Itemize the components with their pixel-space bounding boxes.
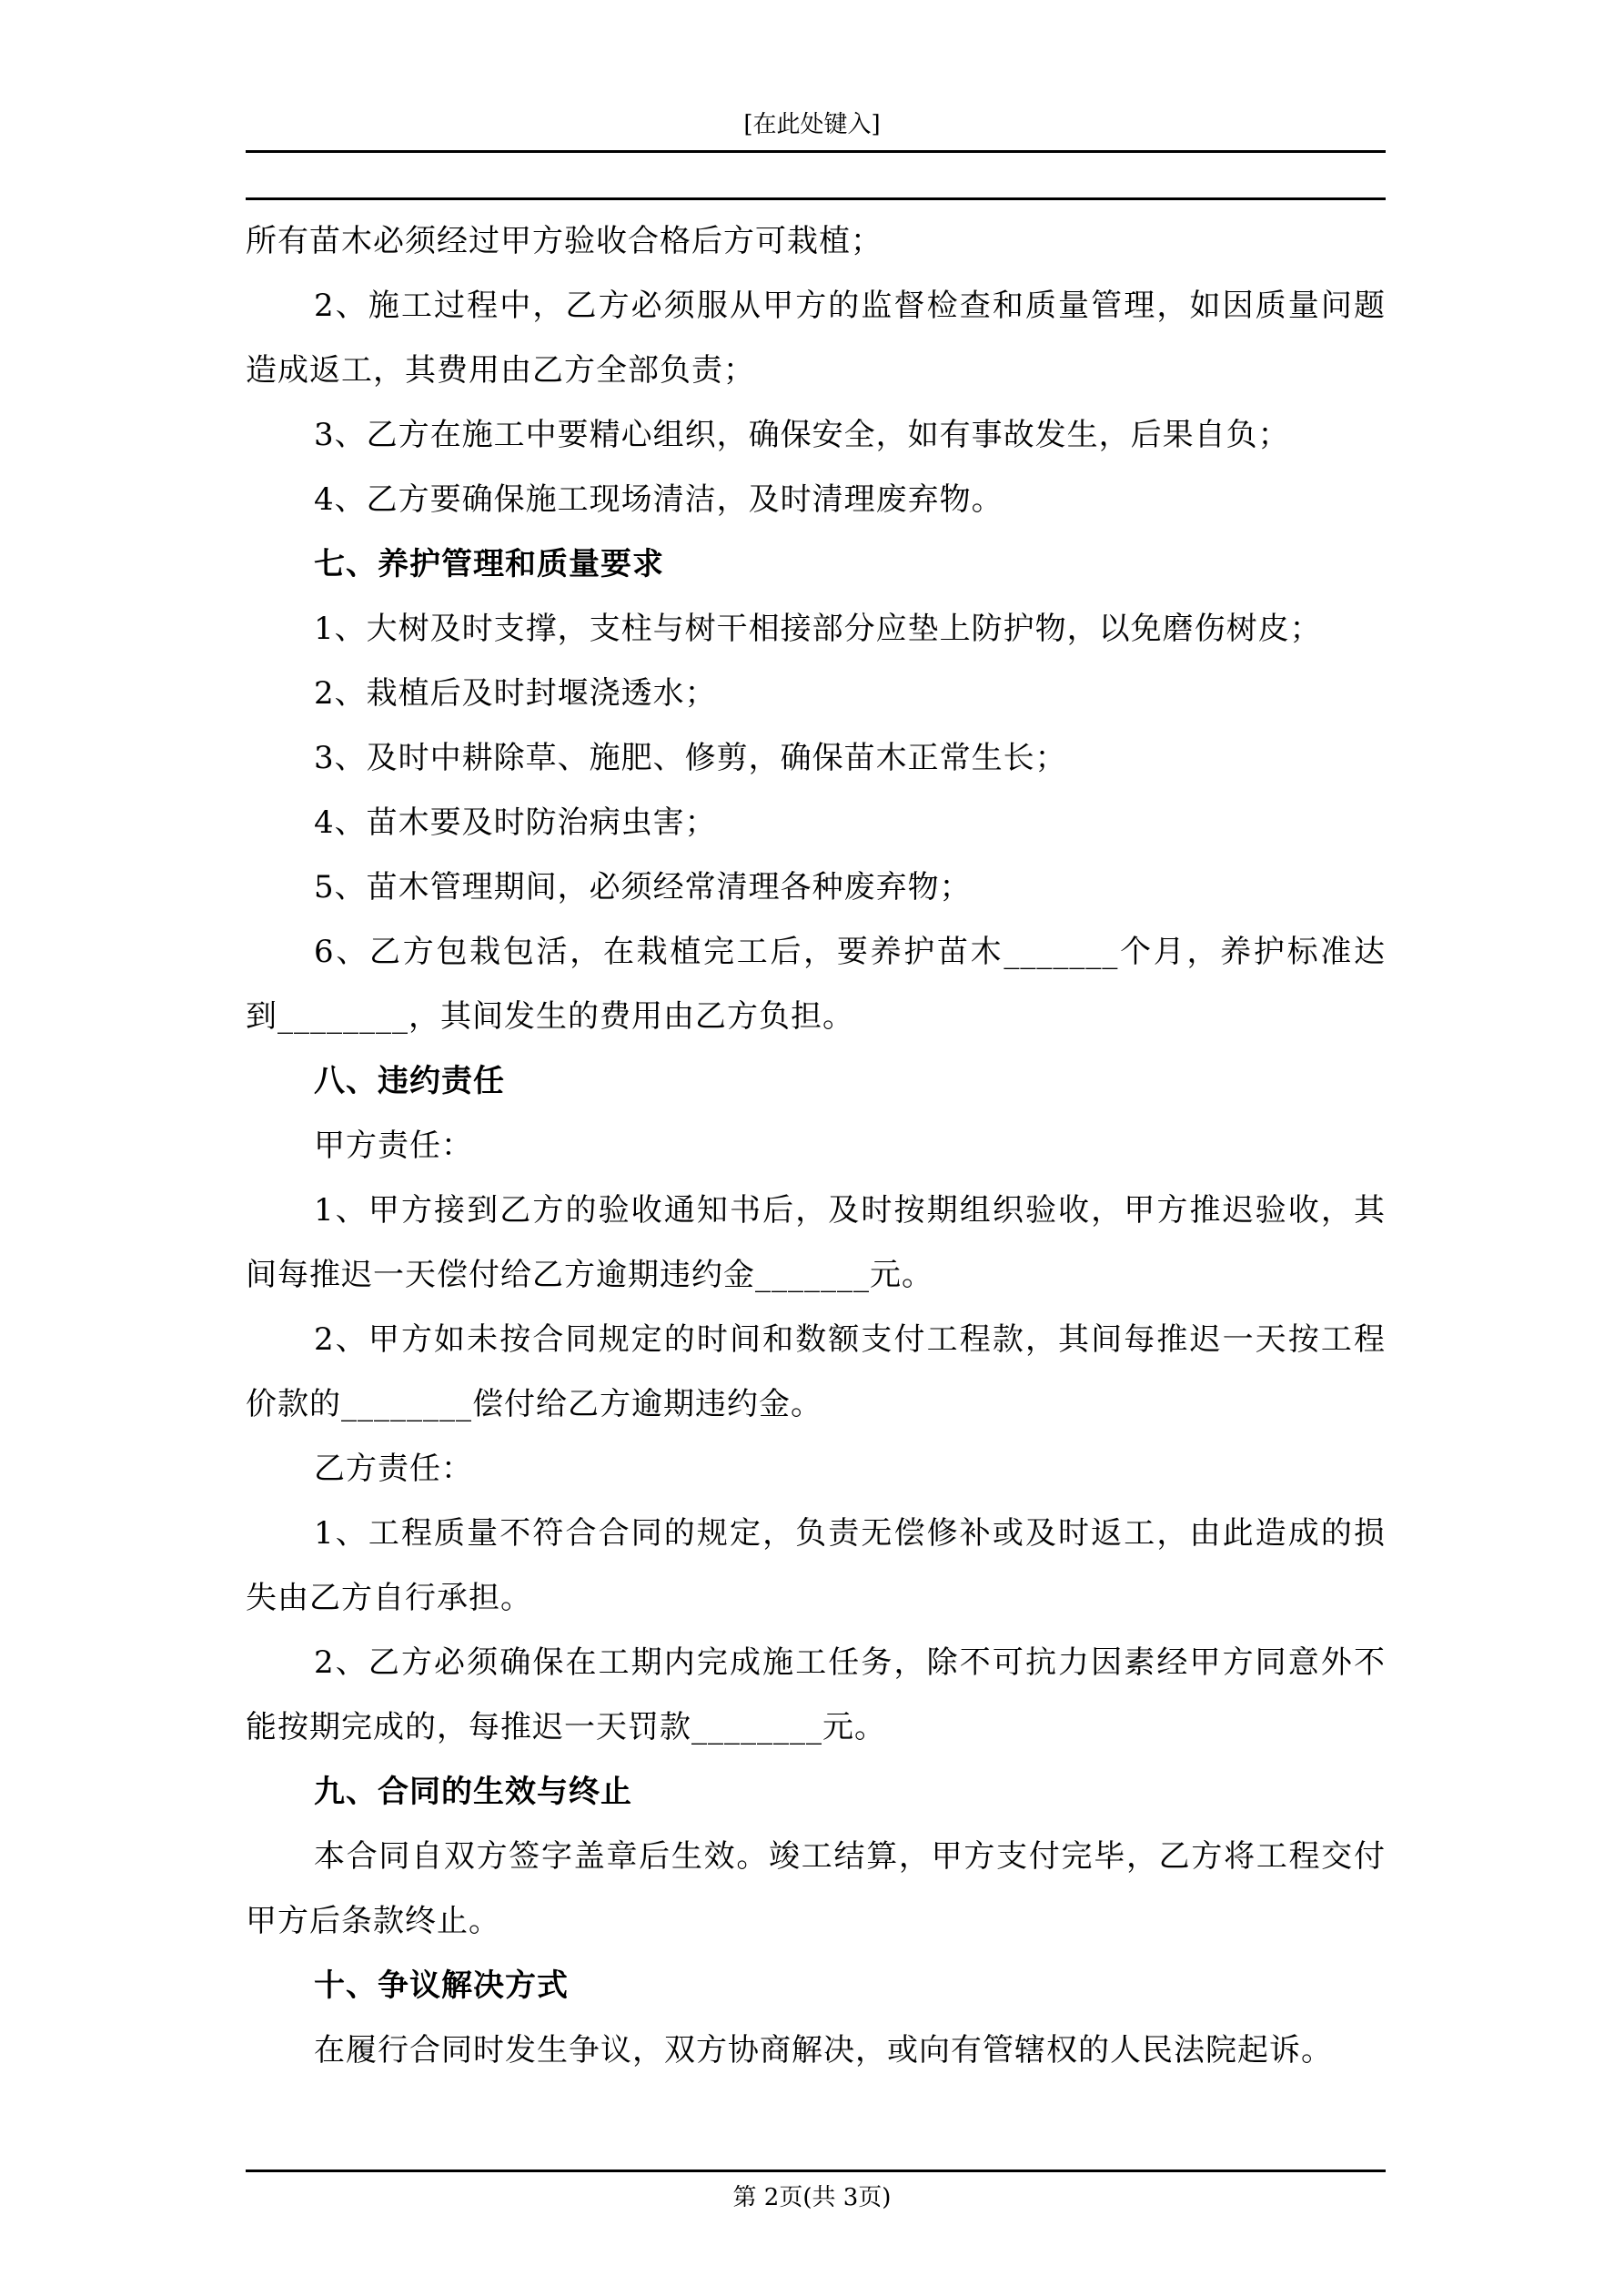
section-heading: 八、违约责任 bbox=[314, 1063, 505, 1099]
body-top-rule bbox=[246, 197, 1386, 200]
page-header: [在此处键入] bbox=[743, 111, 881, 138]
paragraph-line: 本合同自双方签字盖章后生效。竣工结算，甲方支付完毕，乙方将工程交付 bbox=[314, 1838, 1386, 1875]
paragraph-line: 6、乙方包栽包活，在栽植完工后，要养护苗木_______个月，养护标准达 bbox=[314, 934, 1386, 970]
paragraph-line: 1、工程质量不符合合同的规定，负责无偿修补或及时返工，由此造成的损 bbox=[314, 1515, 1386, 1552]
paragraph-line: 2、乙方必须确保在工期内完成施工任务，除不可抗力因素经甲方同意外不 bbox=[314, 1644, 1386, 1681]
paragraph-line: 1、甲方接到乙方的验收通知书后，及时按期组织验收，甲方推迟验收，其 bbox=[314, 1192, 1386, 1229]
paragraph-line: 在履行合同时发生争议，双方协商解决，或向有管辖权的人民法院起诉。 bbox=[314, 2032, 1333, 2068]
paragraph-line: 1、大树及时支撑，支柱与树干相接部分应垫上防护物，以免磨伤树皮； bbox=[314, 611, 1322, 647]
header-rule bbox=[246, 150, 1386, 153]
section-heading: 七、养护管理和质量要求 bbox=[314, 546, 664, 582]
paragraph-line: 造成返工，其费用由乙方全部负责； bbox=[246, 352, 755, 389]
footer-rule bbox=[246, 2170, 1386, 2172]
paragraph-line: 所有苗木必须经过甲方验收合格后方可栽植； bbox=[246, 223, 883, 259]
paragraph-line: 5、苗木管理期间，必须经常清理各种废弃物； bbox=[314, 869, 972, 905]
paragraph-line: 2、栽植后及时封堰浇透水； bbox=[314, 675, 717, 712]
paragraph-line: 3、及时中耕除草、施肥、修剪，确保苗木正常生长； bbox=[314, 740, 1067, 776]
document-body bbox=[246, 209, 1386, 2083]
section-heading: 十、争议解决方式 bbox=[314, 1967, 569, 2004]
paragraph-line: 甲方后条款终止。 bbox=[246, 1903, 500, 1939]
subsection-label: 乙方责任： bbox=[314, 1451, 473, 1487]
paragraph-line: 到________，其间发生的费用由乙方负担。 bbox=[246, 998, 854, 1035]
subsection-label: 甲方责任： bbox=[314, 1128, 473, 1164]
paragraph-line: 2、施工过程中，乙方必须服从甲方的监督检查和质量管理，如因质量问题 bbox=[314, 288, 1386, 324]
section-heading: 九、合同的生效与终止 bbox=[314, 1774, 632, 1810]
paragraph-line: 4、乙方要确保施工现场清洁，及时清理废弃物。 bbox=[314, 481, 1004, 518]
paragraph-line: 间每推迟一天偿付给乙方逾期违约金_______元。 bbox=[246, 1257, 933, 1293]
page-footer: 第 2页(共 3页) bbox=[732, 2184, 892, 2211]
paragraph-line: 能按期完成的，每推迟一天罚款________元。 bbox=[246, 1709, 886, 1745]
paragraph-line: 3、乙方在施工中要精心组织，确保安全，如有事故发生，后果自负； bbox=[314, 417, 1290, 453]
paragraph-line: 失由乙方自行承担。 bbox=[246, 1580, 532, 1616]
paragraph-line: 2、甲方如未按合同规定的时间和数额支付工程款，其间每推迟一天按工程 bbox=[314, 1321, 1386, 1358]
paragraph-line: 价款的________偿付给乙方逾期违约金。 bbox=[246, 1386, 822, 1422]
paragraph-line: 4、苗木要及时防治病虫害； bbox=[314, 804, 717, 841]
